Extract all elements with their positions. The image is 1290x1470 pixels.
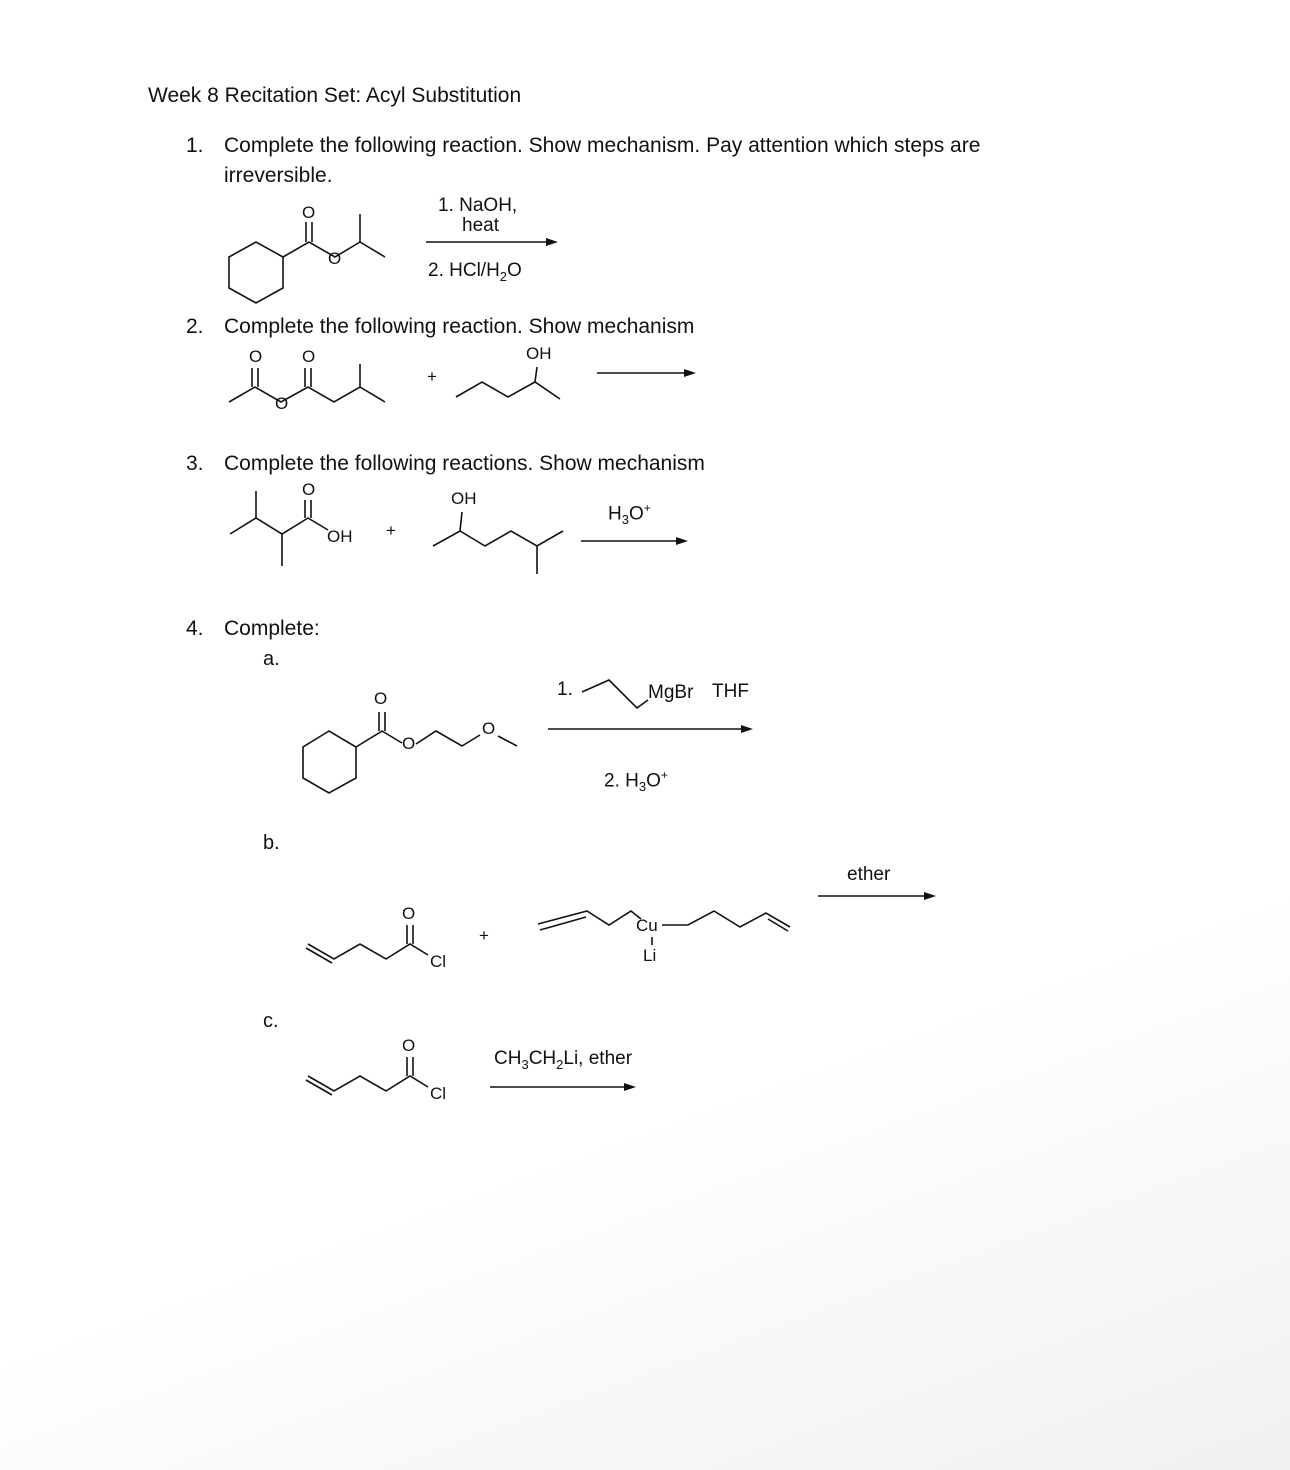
q4c-arrowhead: [624, 1083, 636, 1091]
q4b-acid-chloride-structure: [306, 925, 428, 963]
q2-plus-sign: +: [427, 367, 437, 386]
acyl-chain: [308, 944, 428, 959]
ether-methyl-bond: [498, 736, 517, 746]
q2-arrowhead: [684, 369, 696, 377]
q4c-carbonyl-oxygen: O: [402, 1036, 416, 1055]
q2-alcohol-structure: [456, 367, 560, 399]
part-a-label: a.: [263, 648, 280, 670]
cyclohexane-ring: [303, 731, 356, 793]
q4b-lithium: Li: [643, 946, 657, 965]
acid-chain: [230, 518, 328, 534]
q4a-step1-number: 1.: [557, 679, 573, 700]
question-number: 2.: [186, 315, 204, 338]
q3-arrowhead: [676, 537, 688, 545]
q4a-solvent: THF: [712, 681, 749, 702]
q4c-acid-chloride-structure: [306, 1057, 428, 1095]
q4b-arrowhead: [924, 892, 936, 900]
q4c-chlorine: Cl: [430, 1084, 447, 1103]
q1-ester-oxygen: O: [328, 249, 342, 268]
q4b-plus-sign: +: [479, 926, 489, 945]
question-text: Complete:: [224, 617, 320, 640]
question-text: Complete the following reaction. Show mechanism. Pay attention which steps are: [224, 134, 981, 157]
q4a-grignard-chain: [582, 680, 648, 708]
alcohol-chain: [433, 531, 563, 546]
q1-step1-reagent: 1. NaOH,: [438, 195, 518, 216]
q4b-condition: ether: [847, 864, 891, 885]
q1-step1-condition: heat: [462, 215, 499, 236]
part-c-label: c.: [263, 1010, 279, 1032]
alcohol-chain: [456, 382, 560, 399]
q4c-reagent: $CH_3CH_2Li$, ether: [494, 1048, 633, 1072]
q4a-ester-oxygen: O: [402, 734, 416, 753]
q4a-arrowhead: [741, 725, 753, 733]
question-text: Complete the following reaction. Show mechanism: [224, 315, 695, 338]
q3-plus-sign: +: [386, 521, 396, 540]
ester-bond-1: [356, 731, 402, 747]
q1-ester-structure: [229, 214, 385, 303]
part-b-label: b.: [263, 832, 280, 854]
hydroxyl-bond: [535, 367, 537, 382]
q4b-chlorine: Cl: [430, 952, 447, 971]
cyclohexane-ring: [229, 242, 283, 303]
q3-carbonyl-oxygen: O: [302, 480, 316, 499]
q3-alcohol-hydroxyl: OH: [451, 489, 477, 508]
q1-step2-reagent: 2. HCl/$H_2O$: [428, 260, 522, 284]
q4b-cuprate-structure: [538, 911, 790, 945]
anhydride-chain: [229, 387, 385, 402]
q4a-grignard-reagent: MgBr: [648, 682, 694, 703]
q2-carbonyl-oxygen-1: O: [249, 347, 263, 366]
q4a-carbonyl-oxygen: O: [374, 689, 388, 708]
question-number: 1.: [186, 134, 204, 157]
cuprate-right-chain: [662, 911, 790, 927]
left-alkene-second-bond: [540, 917, 586, 930]
acyl-chain: [308, 1076, 428, 1091]
q3-acid-catalyst: $H_3O^+$: [608, 501, 651, 528]
q4a-ether-oxygen: O: [482, 719, 496, 738]
q1-carbonyl-oxygen: O: [302, 203, 316, 222]
question-number: 3.: [186, 452, 204, 475]
question-number: 4.: [186, 617, 204, 640]
ester-bond-2: [416, 731, 480, 746]
q4b-copper: Cu: [636, 916, 658, 935]
q3-alcohol-structure: [433, 512, 563, 574]
q2-hydroxyl-label: OH: [526, 344, 552, 363]
q2-bridge-oxygen: O: [275, 394, 289, 413]
q4a-step2-reagent: 2. $H_3O^+$: [604, 768, 668, 795]
q2-anhydride-structure: [229, 364, 385, 402]
cuprate-left-chain: [538, 911, 641, 925]
q3-acid-structure: [230, 491, 328, 566]
question-text-line2: irreversible.: [224, 164, 333, 187]
q1-arrowhead: [546, 238, 558, 246]
question-text: Complete the following reactions. Show mechanism: [224, 452, 705, 475]
q2-carbonyl-oxygen-2: O: [302, 347, 316, 366]
page-title: Week 8 Recitation Set: Acyl Substitution: [148, 84, 522, 107]
hydroxyl-bond: [460, 512, 462, 531]
q4b-carbonyl-oxygen: O: [402, 904, 416, 923]
q3-acid-hydroxyl: OH: [327, 527, 353, 546]
